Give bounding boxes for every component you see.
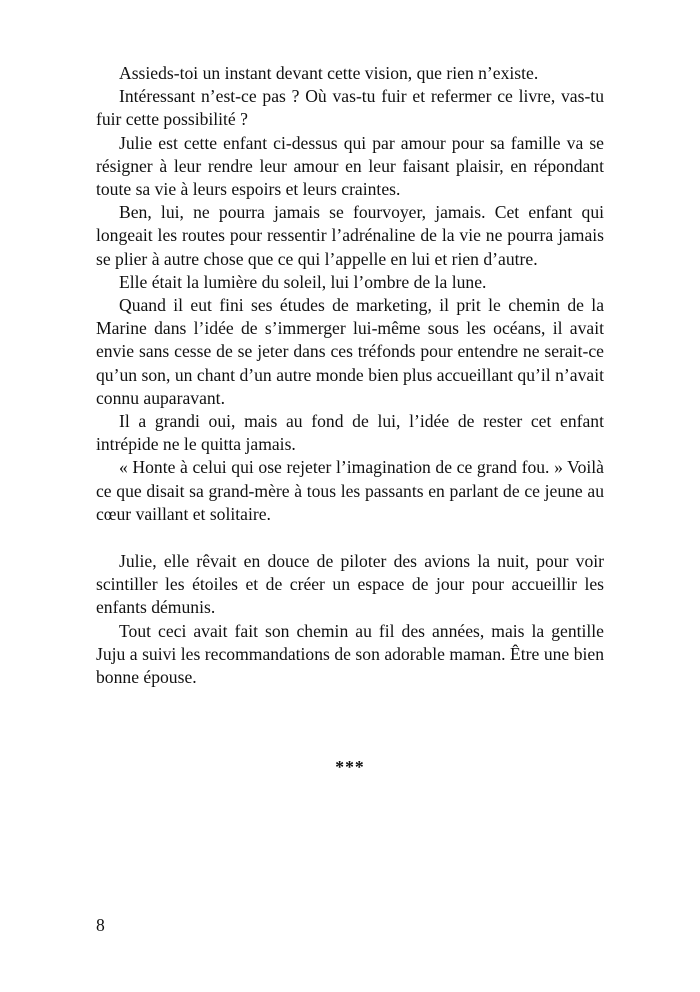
paragraph-4: Ben, lui, ne pourra jamais se fourvoyer, jamais. Cet enfant qui longeait les routes pour ressentir l’adrénaline de la vie ne pourra jamais se plier à autre chose que ce qui l’appelle en lui et rien d’autre. [96, 202, 604, 269]
page-number: 8 [96, 915, 105, 935]
paragraph-10: Tout ceci avait fait son chemin au fil des années, mais la gentille Juju a suivi les recommandations de son adorable maman. Être une bien bonne épouse. [96, 620, 604, 688]
paragraph-6: Quand il eut fini ses études de marketing, il prit le chemin de la Marine dans l’idée de s’immerger lui-même sous les océans, il avait envie sans cesse de se jeter dans ces tréfonds pour entendre ne serait-ce qu’un son, un chant d’un autre monde bien plus accueillant qu’il n’avait connu auparavant. [96, 295, 604, 408]
paragraph-5: Elle était la lumière du soleil, lui l’ombre de la lune. [119, 271, 487, 292]
section-separator: *** [335, 757, 365, 777]
paragraph-8: « Honte à celui qui ose rejeter l’imagination de ce grand fou. » Voilà ce que disait sa grand-mère à tous les passants en parlant de ce jeune au cœur vaillant et solitaire. [96, 457, 604, 524]
paragraph-9: Julie, elle rêvait en douce de piloter des avions la nuit, pour voir scintiller les étoiles et de créer un espace de jour pour accueillir les enfants démunis. [96, 551, 604, 618]
paragraph-1: Assieds-toi un instant devant cette vision, que rien n’existe. [119, 63, 539, 83]
paragraph-2: Intéressant n’est-ce pas ? Où vas-tu fuir et refermer ce livre, vas-tu fuir cette possibilité ? [96, 86, 604, 130]
body-text [96, 62, 604, 689]
paragraph-3: Julie est cette enfant ci-dessus qui par amour pour sa famille va se résigner à leur rendre leur amour en leur faisant plaisir, en répondant toute sa vie à leurs espoirs et leurs craintes. [96, 132, 604, 200]
paragraph-7: Il a grandi oui, mais au fond de lui, l’idée de rester cet enfant intrépide ne le quitta jamais. [96, 411, 604, 455]
